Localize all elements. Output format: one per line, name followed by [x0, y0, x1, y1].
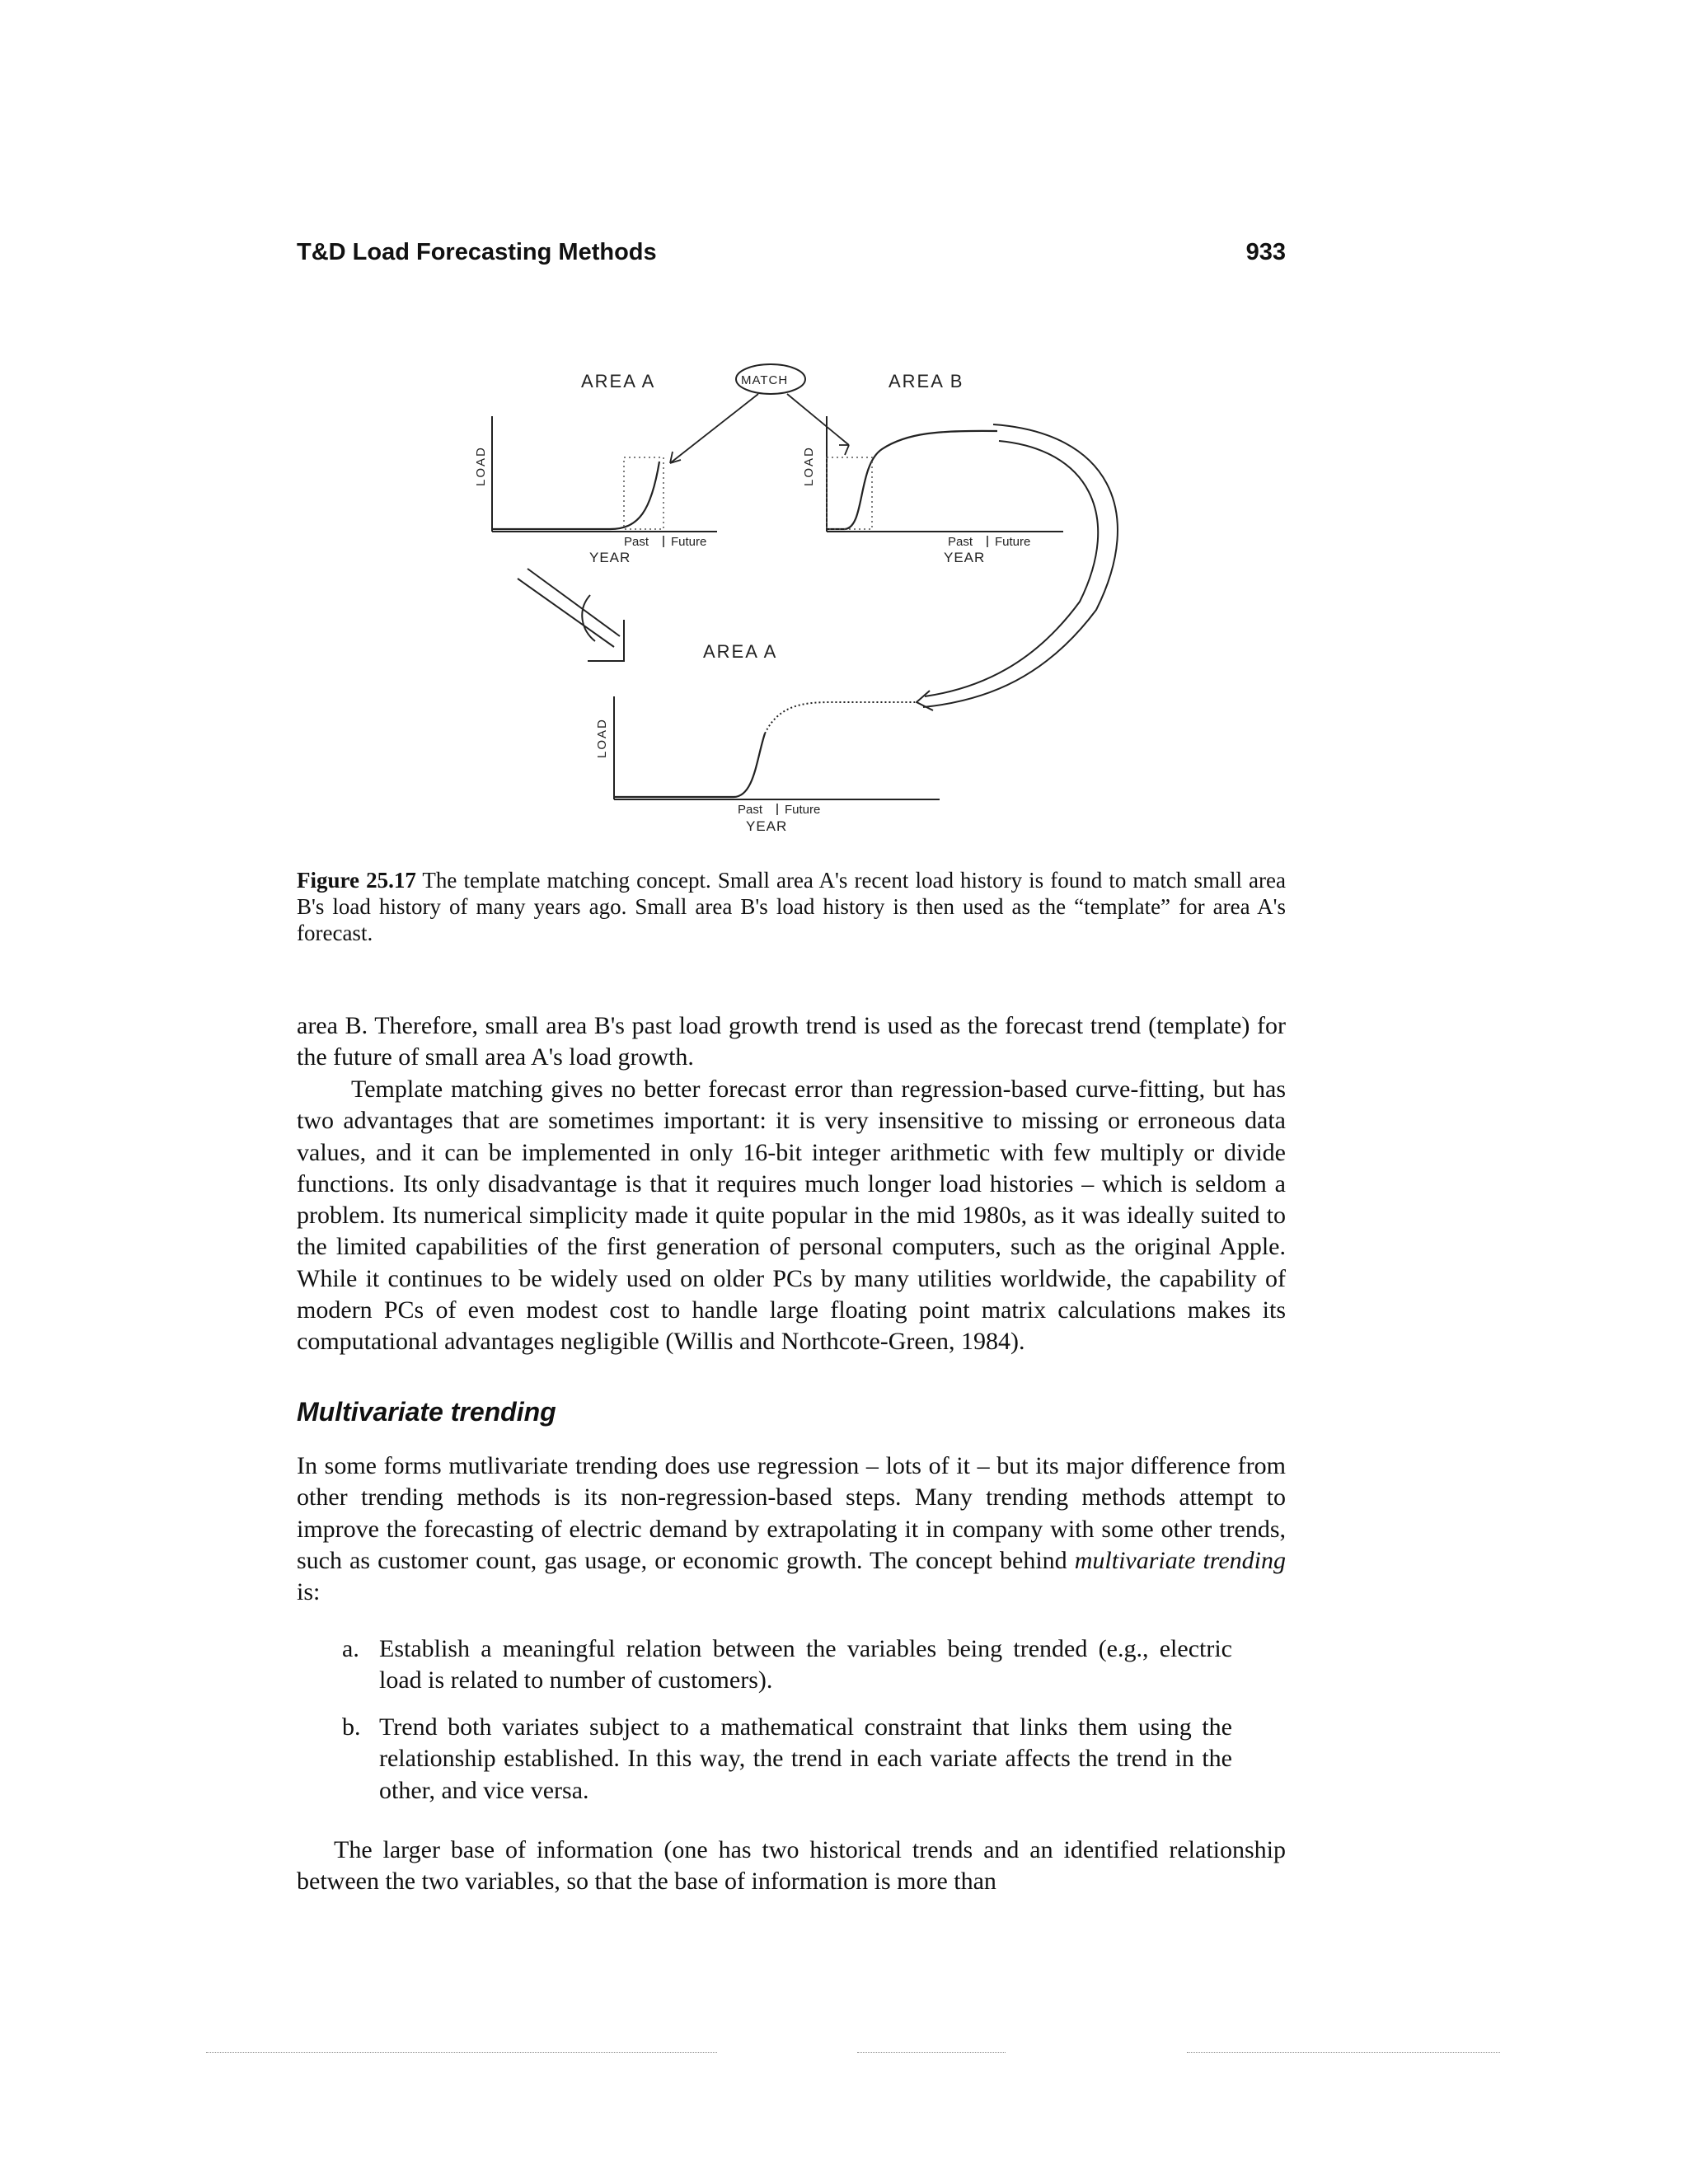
paragraph-3-term: multivariate trending [1074, 1546, 1286, 1574]
panel-c-load-label: LOAD [595, 718, 609, 758]
panel-b-load-label: LOAD [802, 446, 816, 486]
down-arrow-shaft [518, 569, 620, 647]
panel-c-past-curve [614, 733, 765, 797]
panel-b-future-label: Future [995, 535, 1031, 549]
area-b-label: AREA B [889, 371, 964, 391]
scan-artifact-line-right [1187, 2052, 1500, 2054]
panel-c-year-label: YEAR [746, 818, 788, 834]
figure-diagram [0, 0, 1688, 874]
area-a-bottom-label: AREA A [703, 641, 778, 662]
list-marker: b. [342, 1713, 361, 1741]
list-marker: a. [342, 1635, 359, 1662]
template-arrow-outer [923, 424, 1118, 707]
panel-a-year-label: YEAR [589, 550, 631, 565]
paragraph-3-tail: is: [297, 1578, 321, 1606]
page-number: 933 [1245, 239, 1286, 265]
match-label: MATCH [741, 373, 789, 387]
figure-template-matching [0, 0, 1688, 874]
panel-a-future-label: Future [671, 535, 707, 549]
panel-b-past-label: Past [948, 535, 973, 549]
panel-a-load-label: LOAD [474, 446, 488, 486]
figure-caption-label: Figure 25.17 [297, 868, 416, 893]
list-item-text: Trend both variates subject to a mathematical constraint that links them using the relationship established. In this way, the trend in each variate affects the trend in the other, and vice versa. [379, 1713, 1232, 1804]
down-arrow-curl [582, 595, 595, 641]
panel-c-future-label: Future [785, 803, 821, 817]
panel-b-window [827, 457, 872, 529]
match-arrow-b-head [839, 445, 849, 455]
figure-caption-text: The template matching concept. Small area A's recent load history is found to match small area B's load history of many years ago. Small area B's load history is then used as the “template” for area A's forecast. [297, 868, 1286, 945]
scan-artifact-line-left [206, 2052, 717, 2054]
match-arrow-a [670, 394, 758, 463]
template-arrow-inner [925, 441, 1098, 696]
match-arrow-b [787, 394, 849, 445]
panel-a-load-curve [492, 462, 659, 529]
paragraph-1: area B. Therefore, small area B's past load growth trend is used as the forecast trend (template) for the future of small area A's load growth. [297, 1012, 1286, 1071]
area-a-label: AREA A [581, 371, 656, 391]
paragraph-4: The larger base of information (one has two historical trends and an identified relationship between the two variables, so that the base of information is more than [297, 1836, 1286, 1896]
figure-caption [297, 867, 1286, 946]
running-head-title: T&D Load Forecasting Methods [297, 239, 657, 265]
panel-b-year-label: YEAR [944, 550, 986, 565]
paragraph-2: Template matching gives no better forecast error than regression-based curve-fitting, but has two advantages that are sometimes important: it is very insensitive to missing or erroneous data values, and it can be implemented in only 16-bit integer arithmetic with few multiply or divide functions. Its only disadvantage is that it requires much longer load histories – which is seldom a problem. Its numerical simplicity made it quite popular in the mid 1980s, as it was ideally suited to the limited capabilities of the first generation of personal computers, such as the original Apple. While it continues to be widely used on older PCs by many utilities worldwide, the capability of modern PCs of even modest cost to handle large floating point matrix calculations makes its computational advantages negligible (Willis and Northcote-Green, 1984). [297, 1076, 1286, 1356]
paragraph-3 [297, 1451, 1286, 1608]
panel-c-forecast-curve [765, 702, 915, 733]
panel-a-past-label: Past [624, 535, 649, 549]
list-item-text: Establish a meaningful relation between the variables being trended (e.g., electric load is related to number of customers). [379, 1635, 1232, 1694]
panel-c-past-label: Past [738, 803, 763, 817]
section-heading: Multivariate trending [297, 1397, 556, 1427]
scan-artifact-line-middle [857, 2052, 1006, 2054]
panel-b-load-curve [827, 431, 997, 529]
paragraph-3-lead: In some forms mutlivariate trending does use regression – lots of it – but its major difference from other trending methods is its non-regression-based steps. Many trending methods attempt to improve the forecasting of electric demand by extrapolating it in company with some other trends, such as customer count, gas usage, or economic growth. The concept behind [297, 1452, 1286, 1574]
